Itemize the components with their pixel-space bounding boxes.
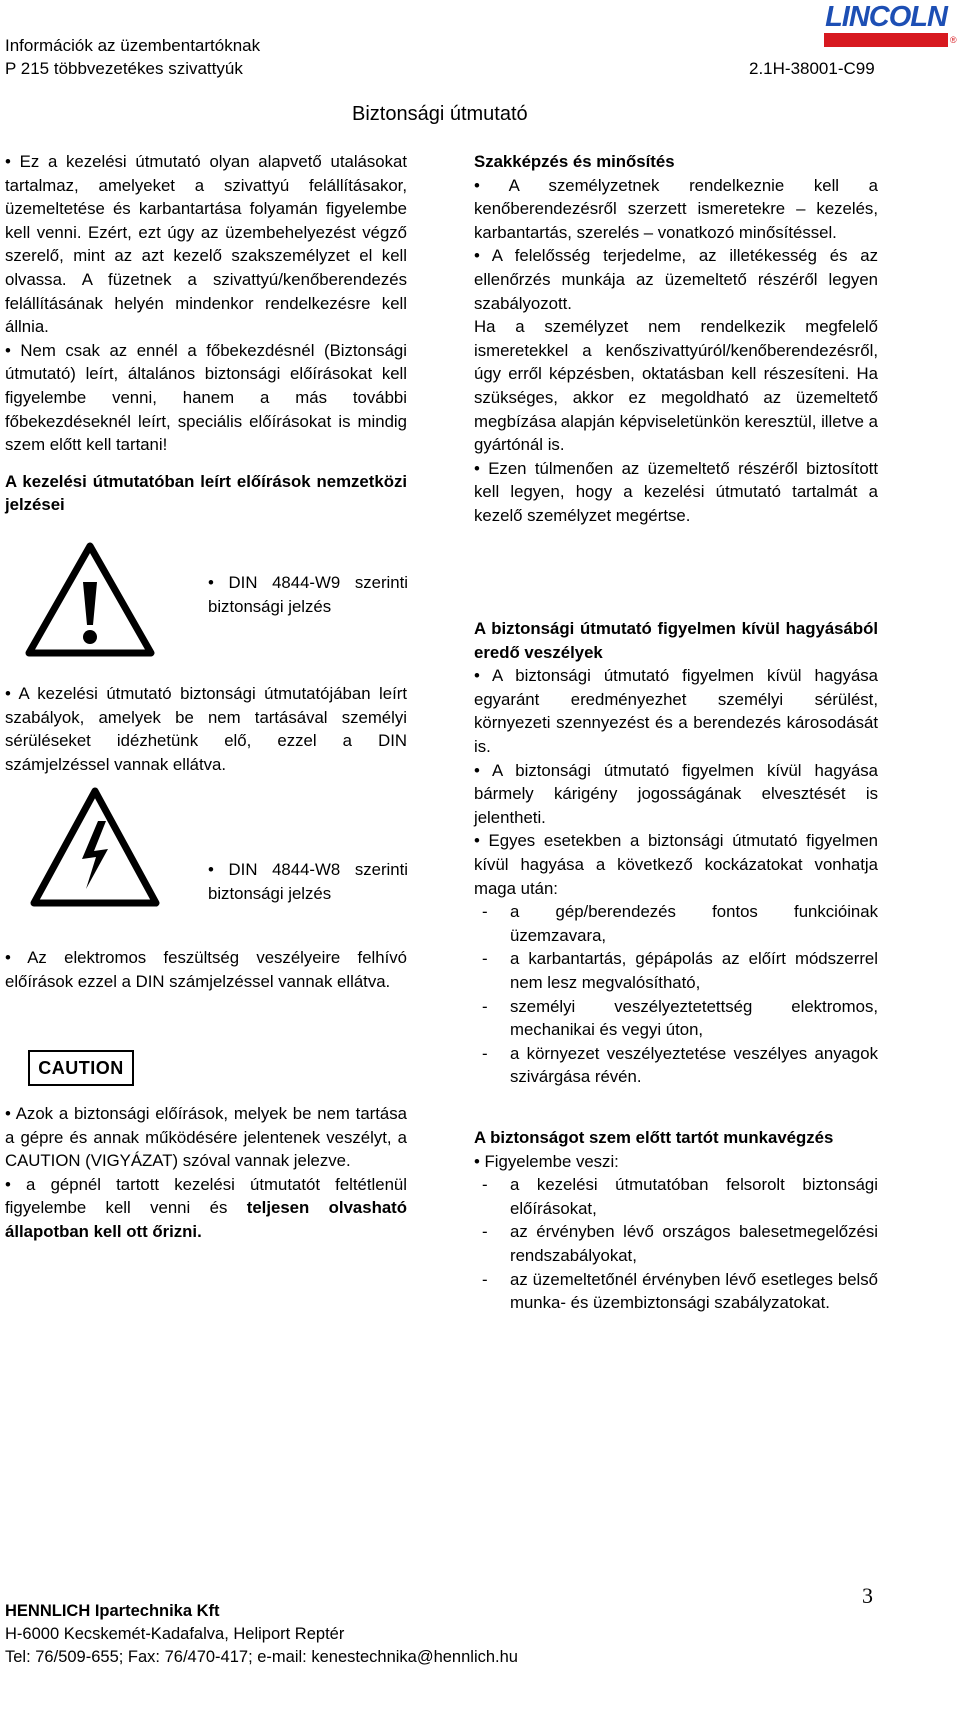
right-heading-safe-work: A biztonságot szem előtt tartót munkavégzés — [474, 1128, 834, 1147]
electric-hazard-icon — [30, 787, 160, 907]
right-paragraph-2: • A felelősség terjedelme, az illetékesség és az ellenőrzés munkája az üzemeltető részéről legyen szabályozott. — [474, 246, 878, 313]
list-item — [474, 1268, 878, 1315]
right-paragraph-8: • Figyelembe veszi: — [474, 1151, 619, 1171]
list-item — [474, 947, 878, 994]
list-item — [474, 1042, 878, 1089]
list-item-text: a karbantartás, gépápolás az előírt módszerrel nem lesz megvalósítható, — [510, 949, 878, 992]
left-paragraph-3: • A kezelési útmutató biztonsági útmutatójában leírt szabályok, amelyek be nem tartásával személyi sérüléseket idézhetünk elő, ezzel a DIN számjelzéssel vannak ellátva. — [5, 684, 407, 774]
caution-label-box — [28, 1050, 134, 1086]
left-paragraph-5: • Azok a biztonsági előírások, melyek be nem tartása a gépre és annak működésére jelentenek veszélyt, a CAUTION (VIGYÁZAT) szóval vannak jelezve. — [5, 1104, 407, 1171]
sign1-text: • DIN 4844-W9 szerinti biztonsági jelzés — [208, 573, 408, 616]
dash-mark: - — [482, 1269, 488, 1289]
footer-contact: Tel: 76/509-655; Fax: 76/470-417; e-mail: kenestechnika@hennlich.hu — [5, 1648, 518, 1666]
list-item-text: a gép/berendezés fontos funkcióinak üzemzavara, — [510, 902, 878, 945]
left-paragraph-6-normal: • a gépnél tartott kezelési útmutatót feltétlenül figyelembe kell venni és — [5, 1174, 407, 1218]
right-paragraph-7: • Egyes esetekben a biztonsági útmutató figyelmen kívül hagyása a következő kockázatokat vonhatja maga után: — [474, 831, 878, 898]
dash-mark: - — [482, 902, 488, 922]
header-line-2: P 215 többvezetékes szivattyúk — [5, 59, 243, 78]
page-number: 3 — [862, 1583, 873, 1608]
right-paragraph-6: • A biztonsági útmutató figyelmen kívül hagyása bármely kárigény jogosságának elvesztését is jelentheti. — [474, 760, 878, 827]
right-paragraph-1: • A személyzetnek rendelkeznie kell a kenőberendezésről szerzett ismeretekre – kezelés, karbantartás, szerelés – vonatkozó minősítéssel. — [474, 175, 878, 242]
dash-mark: - — [482, 1175, 488, 1195]
right-heading-dangers: A biztonsági útmutató figyelmen kívül hagyásából eredő veszélyek — [474, 619, 878, 662]
left-paragraph-6 — [5, 1173, 407, 1244]
list-item-text: a környezet veszélyeztetése veszélyes anyagok szivárgása révén. — [510, 1043, 878, 1087]
logo-text: LINCOLN — [825, 1, 947, 33]
sign2-text: • DIN 4844-W8 szerinti biztonsági jelzés — [208, 860, 408, 903]
header-line-1: Információk az üzembentartóknak — [5, 36, 261, 55]
right-column-top — [474, 150, 878, 528]
left-paragraph-4: • Az elektromos feszültség veszélyeire felhívó előírások ezzel a DIN számjelzéssel vannak ellátva. — [5, 948, 407, 991]
left-paragraph-1: • Ez a kezelési útmutató olyan alapvető utalásokat tartalmaz, amelyeket a szivattyú felállításakor, üzemeltetése és karbantartása folyamán figyelembe kell venni. Ezért, ezt úgy az üzembehelyezést végző szerelő, mint az azt kezelő szakszemélyzet el kell olvassa. A füzetnek a szivattyú/kenőberendezés felállításának helyén mindenkor rendelkezésre kell állnia. — [5, 152, 407, 337]
left-lower-block — [5, 1102, 407, 1244]
list-item-text: személyi veszélyeztetettség elektromos, mechanikai és vegyi úton, — [510, 996, 878, 1040]
footer-address: H-6000 Kecskemét-Kadafalva, Heliport Reptér — [5, 1625, 345, 1643]
list-item-text: az érvényben lévő országos balesetmegelőzési rendszabályokat, — [510, 1222, 878, 1265]
right-heading-qualification: Szakképzés és minősítés — [474, 152, 675, 171]
caution-label-text: CAUTION — [38, 1057, 124, 1078]
dash-mark: - — [482, 996, 488, 1016]
left-heading-signs: A kezelési útmutatóban leírt előírások nemzetközi jelzései — [5, 471, 407, 515]
logo-registered-mark: ® — [950, 35, 957, 45]
dash-mark: - — [482, 949, 488, 969]
list-item — [474, 995, 878, 1042]
footer-company: HENNLICH Ipartechnika Kft — [5, 1602, 220, 1620]
left-paragraph-6-bold: teljesen olvasható állapotban kell ott őrizni. — [5, 1198, 407, 1241]
document-code: 2.1H-38001-C99 — [749, 59, 875, 78]
right-paragraph-4: • Ezen túlmenően az üzemeltető részéről biztosított kell legyen, hogy a kezelési útmutató tartalmát a kezelő személyzet megértse. — [474, 458, 878, 525]
list-item-text: a kezelési útmutatóban felsorolt biztonsági előírásokat, — [510, 1175, 878, 1218]
list-item-text: az üzemeltetőnél érvényben lévő esetleges belső munka- és üzembiztonsági szabályzatokat. — [510, 1269, 878, 1313]
right-column-bottom — [474, 1126, 878, 1315]
dash-mark: - — [482, 1043, 488, 1063]
list-item — [474, 900, 878, 947]
dash-mark: - — [482, 1222, 488, 1242]
right-column-middle — [474, 617, 878, 1089]
logo-red-bar — [824, 33, 948, 47]
list-item — [474, 1173, 878, 1220]
right-paragraph-3: Ha a személyzet nem rendelkezik megfelelő ismeretekkel a kenőszivattyúról/kenőberendezésről, úgy erről képzésben, oktatásban kell részesíteni. Ha szükséges, akkor ez megoldható az üzemeltető megbízása alapján képviseletünkön keresztül, illetve a gyártónál is. — [474, 317, 878, 455]
page-title: Biztonsági útmutató — [352, 103, 528, 125]
lincoln-logo — [824, 2, 956, 56]
right-paragraph-5: • A biztonsági útmutató figyelmen kívül hagyása egyaránt eredményezhet személyi sérülést, környezeti szennyezést és a berendezés károsodását is. — [474, 666, 878, 756]
left-column — [5, 150, 407, 517]
list-item — [474, 1220, 878, 1267]
left-paragraph-2: • Nem csak az ennél a főbekezdésnél (Biztonsági útmutató) leírt, általános biztonsági előírásokat kell figyelembe venni, hanem a más további főbekezdéseknél leírt, speciális előírásokat is mindig szem előtt kell tartani! — [5, 340, 407, 455]
warning-triangle-icon — [25, 542, 155, 657]
